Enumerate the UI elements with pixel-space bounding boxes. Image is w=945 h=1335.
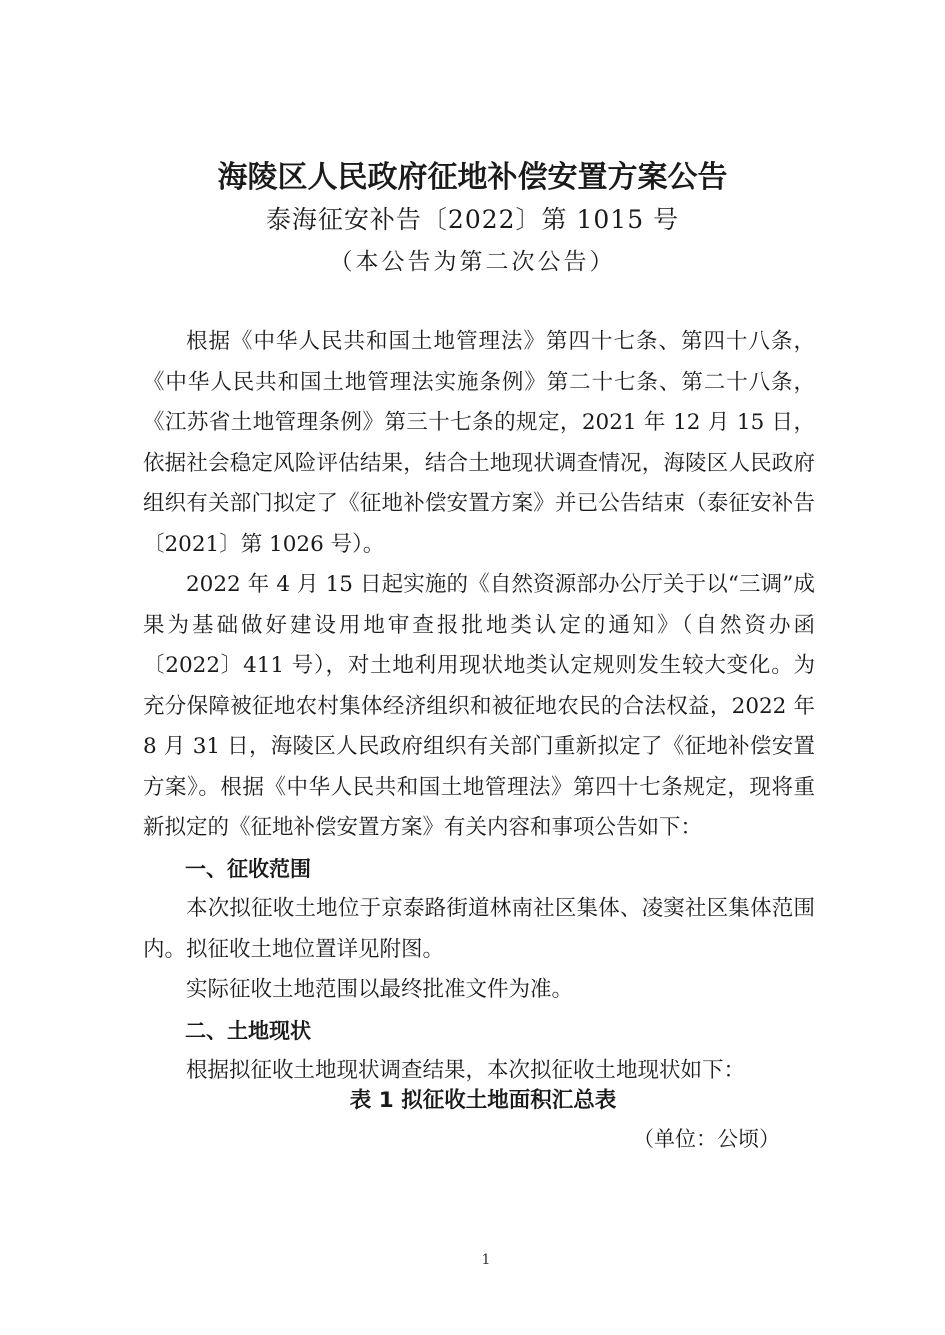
section-heading: 一、征收范围 (185, 856, 311, 881)
page-number: 1 (481, 1252, 491, 1268)
table-unit: （单位：公顷） (633, 1127, 780, 1151)
paragraph: 根据拟征收土地现状调查结果，本次拟征收土地现状如下： (186, 1058, 746, 1083)
section-heading: 二、土地现状 (185, 1018, 311, 1043)
paragraph: 本次拟征收土地位于京泰路街道林南社区集体、凌窦社区集体范围内。拟征收土地位置详见附图。 (143, 896, 815, 962)
document-title: 海陵区人民政府征地补偿安置方案公告 (217, 160, 728, 195)
document-number: 泰海征安补告〔2022〕第 1015 号 (265, 205, 680, 234)
paragraph: 2022 年 4 月 15 日起实施的《自然资源部办公厅关于以“三调”成果为基础做好建设用地审查报批地类认定的通知》（自然资办函〔2022〕411 号），对土地利用现状地类认定规则发生较大变化。为充分保障被征地农村集体经济组织和被征地农民的合法权益，2022 年 8 月 31 日，海陵区人民政府组织有关部门重新拟定了《征地补偿安置方案》。根据《中华人民共和国土地管理法》第四十七条规定，现将重新拟定的《征地补偿安置方案》有关内容和事项公告如下： (143, 572, 815, 840)
document-body (143, 322, 815, 1092)
announcement-note: （本公告为第二次公告） (329, 249, 616, 275)
table-title: 表 1 拟征收土地面积汇总表 (349, 1088, 617, 1113)
paragraph: 实际征收土地范围以最终批准文件为准。 (186, 977, 574, 1002)
paragraph: 根据《中华人民共和国土地管理法》第四十七条、第四十八条，《中华人民共和国土地管理法实施条例》第二十七条、第二十八条，《江苏省土地管理条例》第三十七条的规定，2021 年 12 月 15 日，依据社会稳定风险评估结果，结合土地现状调查情况，海陵区人民政府组织有关部门拟定了《征地补偿安置方案》并已公告结束（泰征安补告〔2021〕第 1026 号）。 (143, 329, 815, 557)
